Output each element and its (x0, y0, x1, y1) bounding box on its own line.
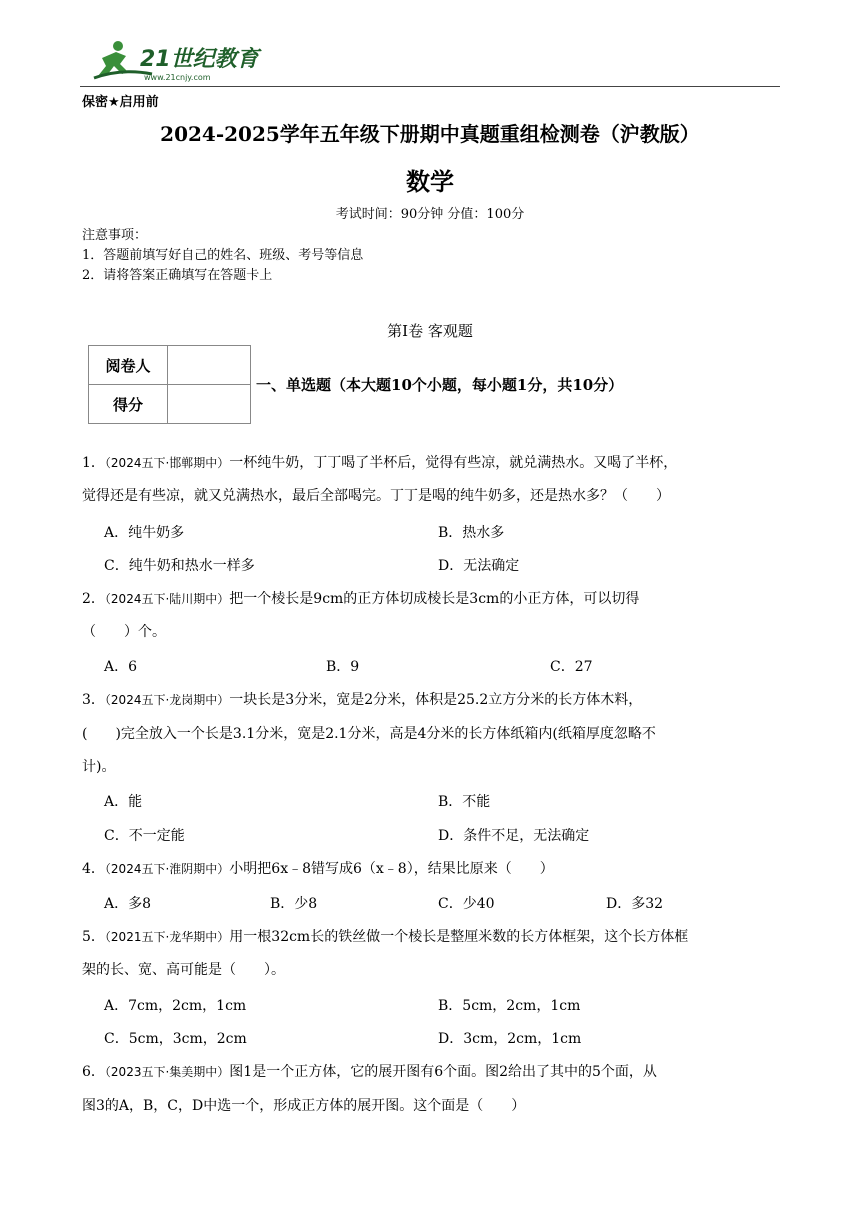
logo-text: 21世纪教育 (140, 47, 259, 72)
subject-title: 数学 (406, 168, 454, 196)
question-2-line1 (82, 589, 639, 609)
notes (82, 226, 363, 286)
option-c: C．不一定能 (104, 828, 185, 844)
reviewer-label: 阅卷人 (89, 346, 168, 385)
question-source: （2024五下·邯郸期中） (104, 456, 230, 470)
runner-logo-icon (92, 38, 262, 84)
question-number: 2． (82, 591, 105, 607)
logo-url: www.21cnjy.com (144, 73, 211, 82)
question-5-line2: 架的长、宽、高可能是（ ）。 (82, 962, 285, 978)
question-number: 1． (82, 455, 105, 471)
option-c: C．5cm，3cm，2cm (104, 1031, 247, 1047)
secret-label: 保密★启用前 (82, 95, 159, 110)
volume-title: 第Ⅰ卷 客观题 (387, 322, 473, 340)
question-text: 图1是一个正方体，它的展开图有6个面。图2给出了其中的5个面，从 (229, 1064, 657, 1080)
option-a: A．能 (104, 794, 143, 810)
question-1-line1 (82, 453, 677, 473)
question-text: 小明把6x﹣8错写成6（x﹣8），结果比原来（ ） (229, 861, 554, 877)
notes-heading: 注意事项： (82, 228, 148, 243)
grader-table (88, 345, 251, 424)
question-text: 一杯纯牛奶，丁丁喝了半杯后，觉得有些凉，就兑满热水。又喝了半杯， (229, 455, 678, 471)
option-b: B．热水多 (438, 525, 505, 541)
option-d: D．无法确定 (438, 558, 520, 574)
question-number: 6． (82, 1064, 105, 1080)
question-3-line1 (82, 690, 642, 710)
question-5-line1 (82, 927, 688, 947)
question-1-line2: 觉得还是有些凉，就又兑满热水，最后全部喝完。丁丁是喝的纯牛奶多，还是热水多？（ ） (82, 488, 670, 504)
logo (92, 38, 262, 84)
question-3-line2: ( )完全放入一个长是3.1分米，宽是2.1分米，高是4分米的长方体纸箱内(纸箱厚度忽略不 (82, 726, 656, 742)
notes-item: 2．请将答案正确填写在答题卡上 (82, 268, 273, 283)
option-a: A．多8 (104, 896, 152, 912)
notes-item: 1．答题前填写好自己的姓名、班级、考号等信息 (82, 248, 364, 263)
question-source: （2024五下·龙岗期中） (104, 693, 230, 707)
question-text: 把一个棱长是9cm的正方体切成棱长是3cm的小正方体，可以切得 (229, 591, 640, 607)
option-b: B．9 (326, 659, 360, 675)
question-source: （2024五下·淮阴期中） (104, 862, 230, 876)
question-source: （2023五下·集美期中） (104, 1065, 230, 1079)
score-cell[interactable] (168, 385, 251, 424)
section-title: 一、单选题（本大题10个小题，每小题1分，共10分） (256, 376, 624, 394)
question-text: 一块长是3分米，宽是2分米，体积是25.2立方分米的长方体木料， (229, 692, 643, 708)
exam-title: 2024-2025学年五年级下册期中真题重组检测卷（沪教版） (160, 122, 700, 146)
score-label: 得分 (89, 385, 168, 424)
option-a: A．纯牛奶多 (104, 525, 185, 541)
option-c: C．纯牛奶和热水一样多 (104, 558, 255, 574)
question-2-line2: （ ）个。 (82, 624, 166, 640)
question-number: 4． (82, 861, 105, 877)
option-d: D．多32 (606, 896, 664, 912)
question-6-line2: 图3的A，B，C，D中选一个，形成正方体的展开图。这个面是（ ） (82, 1098, 526, 1114)
question-text: 用一根32cm长的铁丝做一个棱长是整厘米数的长方体框架，这个长方体框 (229, 929, 689, 945)
option-d: D．条件不足，无法确定 (438, 828, 590, 844)
option-a: A．7cm，2cm，1cm (104, 998, 247, 1014)
question-source: （2021五下·龙华期中） (104, 930, 230, 944)
option-b: B．5cm，2cm，1cm (438, 998, 581, 1014)
header-rule (80, 86, 780, 87)
question-3-line3: 计)。 (82, 759, 116, 775)
question-number: 3． (82, 692, 105, 708)
question-4-line1 (82, 859, 554, 879)
reviewer-cell[interactable] (168, 346, 251, 385)
option-a: A．6 (104, 659, 138, 675)
option-c: C．少40 (438, 896, 495, 912)
question-source: （2024五下·陆川期中） (104, 592, 230, 606)
option-b: B．不能 (438, 794, 491, 810)
exam-info: 考试时间：90分钟 分值：100分 (335, 207, 525, 222)
option-b: B．少8 (270, 896, 318, 912)
question-6-line1 (82, 1062, 657, 1082)
option-c: C．27 (550, 659, 593, 675)
question-number: 5． (82, 929, 105, 945)
option-d: D．3cm，2cm，1cm (438, 1031, 582, 1047)
